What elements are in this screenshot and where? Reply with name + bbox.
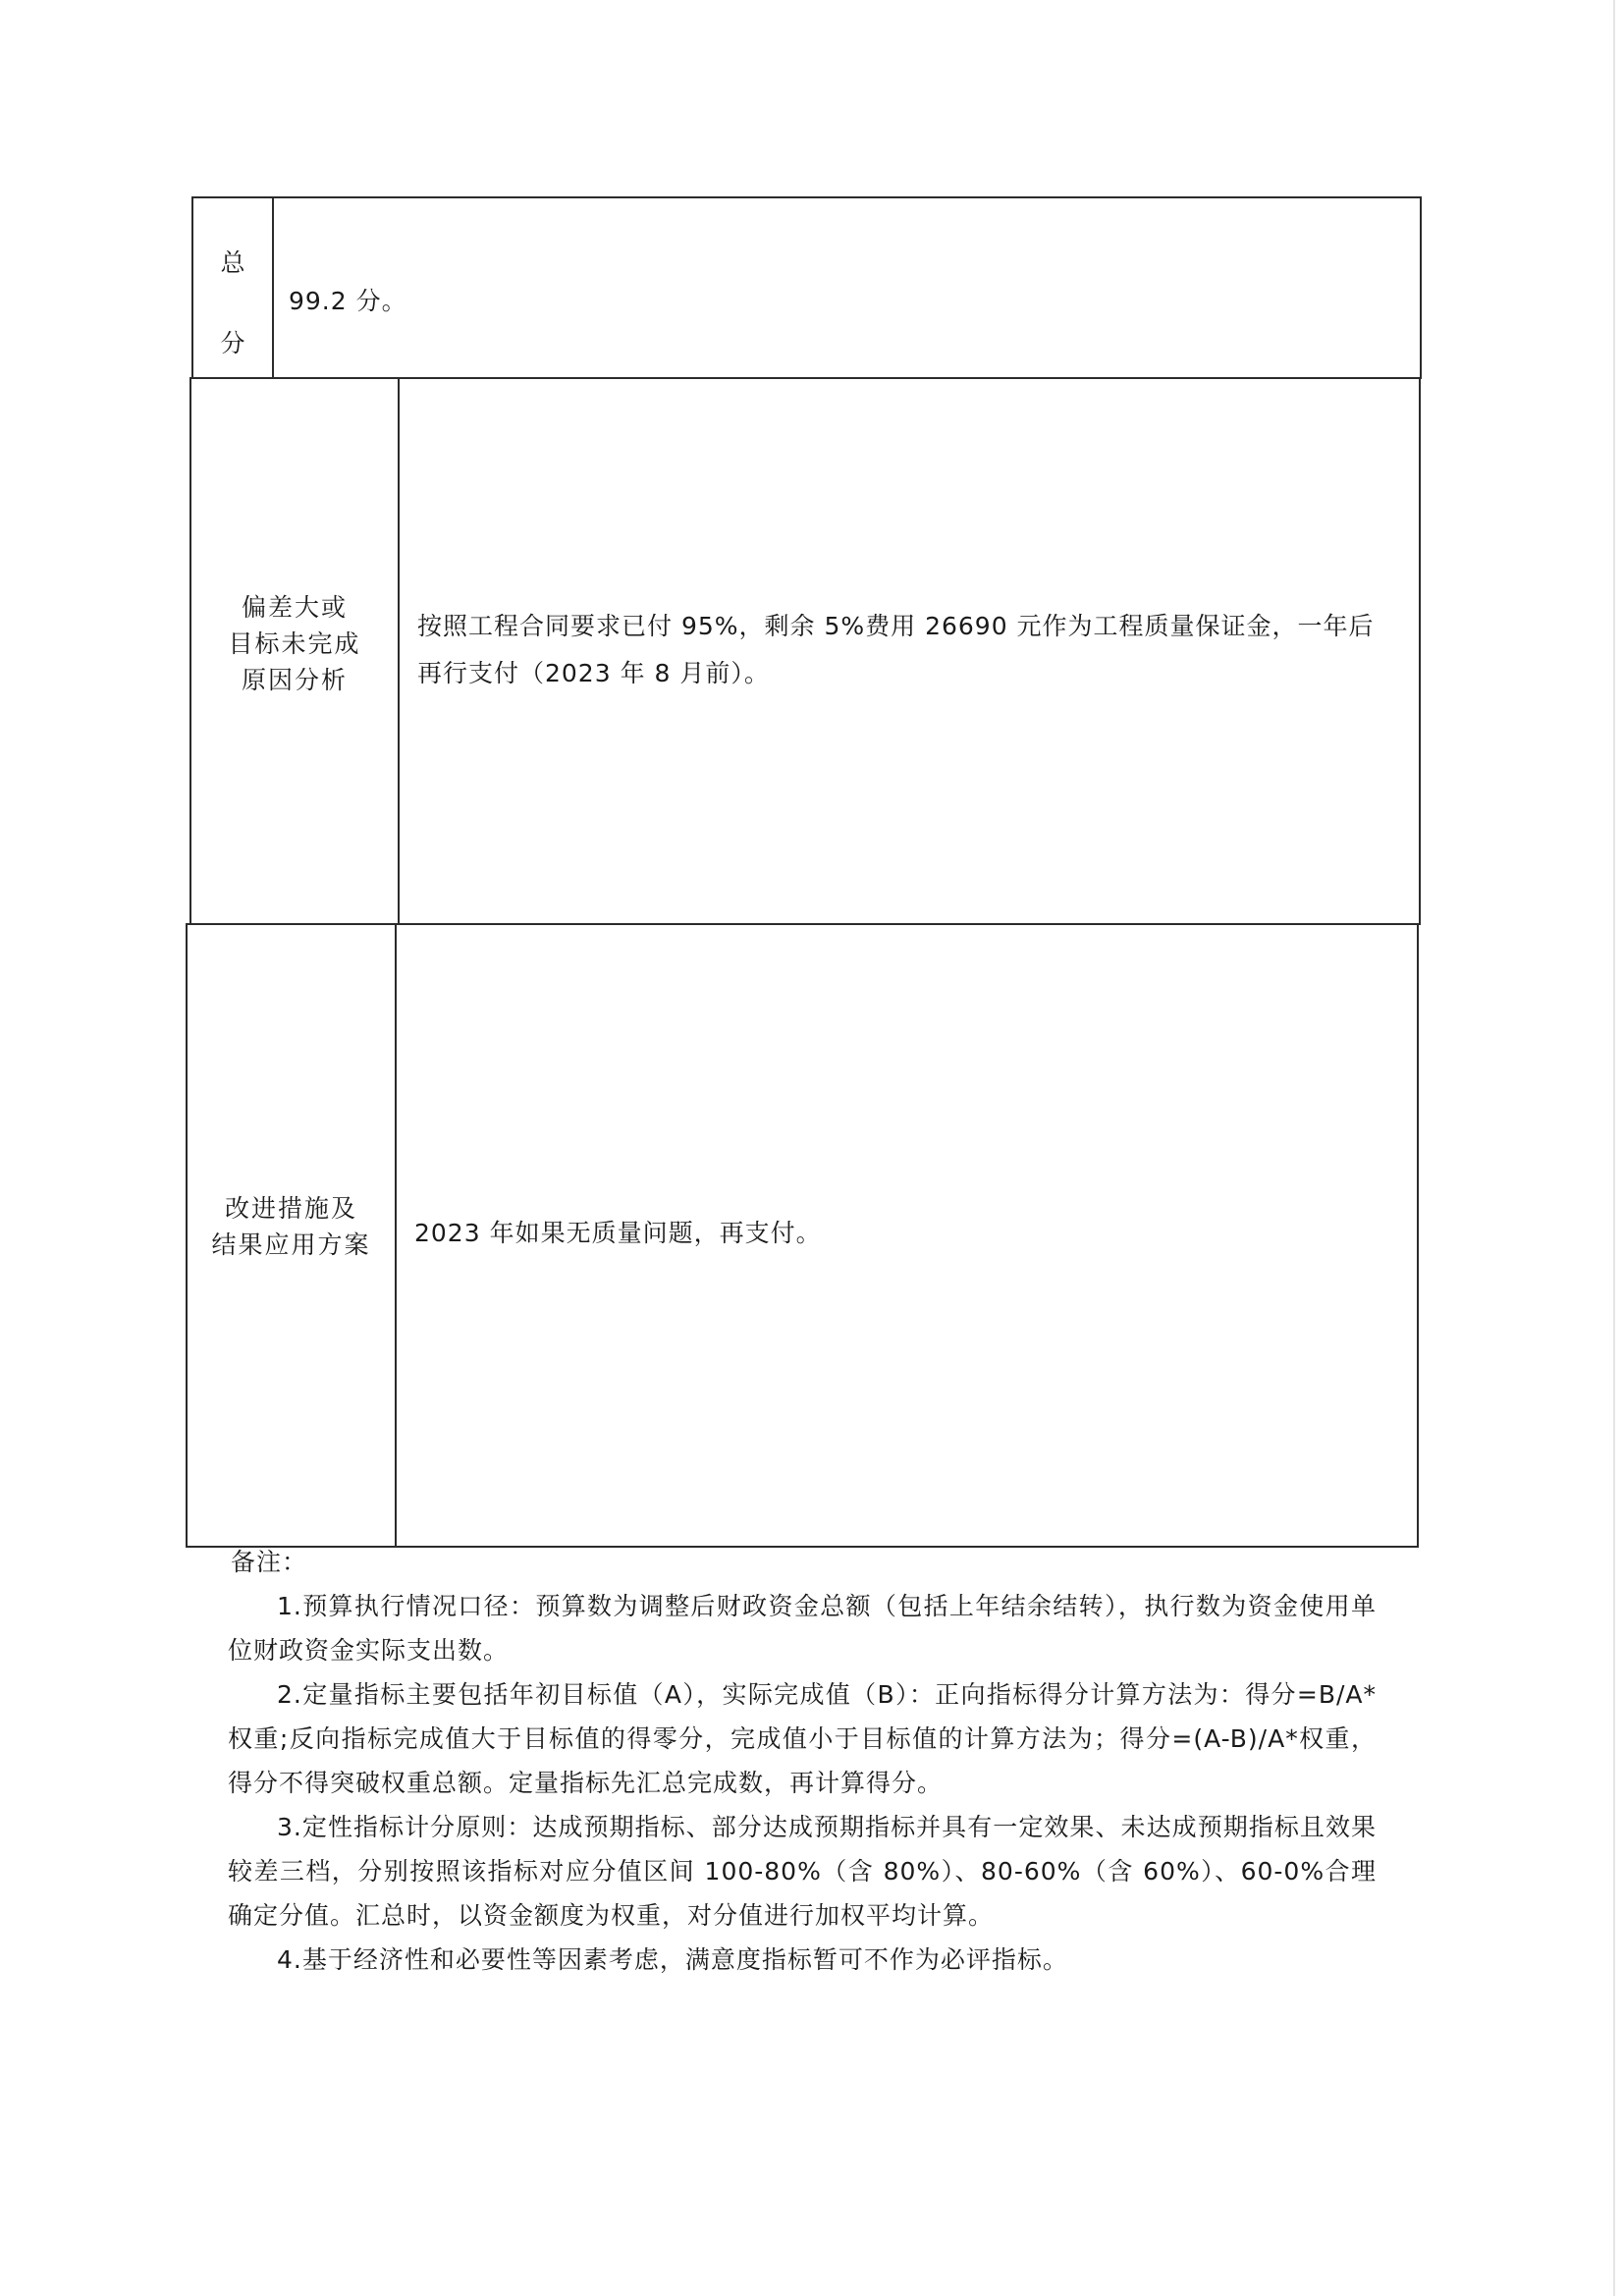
deviation-label	[191, 589, 398, 698]
total-score-label	[193, 244, 272, 359]
deviation-text: 按照工程合同要求已付 95%，剩余 5%费用 26690 元作为工程质量保证金，一年后再行支付（2023 年 8 月前）。	[417, 612, 1375, 687]
total-score-value: 99.2 分。	[289, 287, 407, 315]
improvement-divider	[395, 923, 397, 1548]
improvement-text: 2023 年如果无质量问题，再支付。	[414, 1219, 822, 1247]
improvement-label	[188, 1190, 395, 1263]
note-item: 2.定量指标主要包括年初目标值（A），实际完成值（B）：正向指标得分计算方法为：得分=B/A*权重;反向指标完成值大于目标值的得零分，完成值小于目标值的计算方法为；得分=(A-B)/A*权重，得分不得突破权重总额。定量指标先汇总完成数，再计算得分。	[228, 1680, 1377, 1797]
page-edge	[1613, 0, 1615, 2296]
total-score-label-char-1: 总	[220, 248, 245, 277]
note-item: 1.预算执行情况口径：预算数为调整后财政资金总额（包括上年结余结转），执行数为资金使用单位财政资金实际支出数。	[228, 1592, 1377, 1665]
total-score-divider	[272, 196, 274, 379]
notes-heading: 备注：	[231, 1548, 308, 1576]
deviation-label-line: 偏差大或	[241, 593, 348, 622]
deviation-label-line: 目标未完成	[228, 629, 361, 658]
notes-section	[228, 1540, 1377, 1982]
improvement-label-line: 改进措施及	[224, 1194, 357, 1223]
improvement-label-line: 结果应用方案	[211, 1230, 371, 1259]
deviation-divider	[398, 377, 400, 925]
total-score-label-char-2: 分	[220, 329, 245, 357]
note-item: 3.定性指标计分原则：达成预期指标、部分达成预期指标并具有一定效果、未达成预期指标且效果较差三档，分别按照该指标对应分值区间 100-80%（含 80%）、80-60%（含 60%）、60-0%合理确定分值。汇总时，以资金额度为权重，对分值进行加权平均计算。	[228, 1813, 1377, 1930]
note-item: 4.基于经济性和必要性等因素考虑，满意度指标暂可不作为必评指标。	[277, 1945, 1068, 1974]
deviation-label-line: 原因分析	[241, 666, 348, 694]
